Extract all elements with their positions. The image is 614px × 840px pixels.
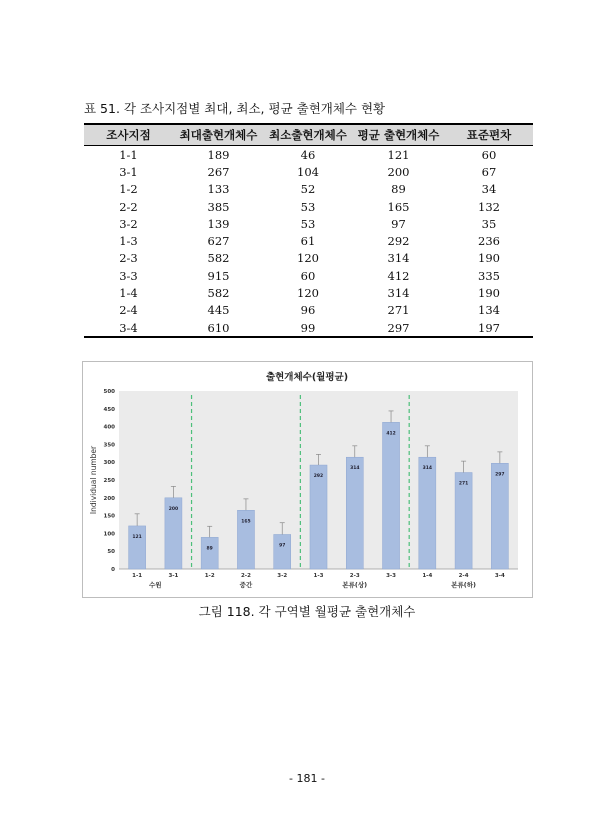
cell-avg: 271 — [387, 303, 410, 318]
cell-std: 132 — [478, 199, 500, 214]
cell-site: 3-4 — [84, 319, 173, 337]
y-tick-label: 0 — [111, 567, 115, 573]
y-tick-label: 500 — [103, 389, 115, 395]
table-row — [84, 232, 533, 249]
cell-site: 3-1 — [119, 164, 138, 179]
group-label: 본류(하) — [451, 581, 476, 589]
group-label: 수원 — [148, 581, 162, 589]
cell-max: 627 — [207, 234, 230, 249]
table-caption: 표 51. 각 조사지점별 최대, 최소, 평균 출현개체수 현황 — [84, 101, 386, 116]
cell-std: 190 — [478, 286, 500, 301]
table-row — [84, 181, 533, 198]
x-tick-label: 2-3 — [349, 573, 360, 579]
bar — [419, 457, 436, 569]
table-row — [84, 267, 533, 284]
bar — [491, 463, 508, 569]
header-min: 최소출현개체수 — [264, 124, 352, 146]
cell-avg: 292 — [387, 234, 410, 249]
y-tick-label: 300 — [103, 460, 115, 467]
y-tick-label: 100 — [103, 531, 115, 538]
cell-site: 2-3 — [119, 251, 138, 266]
cell-min: 99 — [264, 319, 352, 337]
bar — [129, 526, 146, 569]
cell-max: 133 — [207, 182, 230, 197]
bar — [383, 422, 400, 569]
chart-svg — [83, 362, 532, 597]
cell-max: 445 — [207, 303, 230, 318]
header-max: 최대출현개체수 — [173, 124, 264, 146]
figure-caption: 그림 118. 각 구역별 월평균 출현개체수 — [198, 604, 416, 619]
cell-min: 52 — [300, 182, 316, 197]
bar — [346, 457, 363, 569]
cell-avg: 297 — [352, 319, 445, 337]
cell-avg: 200 — [387, 164, 410, 179]
chart-title: 출현개체수(월평균) — [265, 372, 349, 383]
cell-avg: 165 — [387, 199, 410, 214]
cell-std: 236 — [478, 234, 500, 249]
x-tick-label: 2-4 — [458, 573, 469, 579]
header-avg: 평균 출현개체수 — [352, 124, 445, 146]
y-tick-label: 350 — [103, 442, 115, 449]
bar — [201, 537, 218, 569]
cell-site: 1-1 — [119, 147, 138, 162]
cell-site: 3-2 — [119, 216, 138, 231]
cell-max: 189 — [207, 147, 230, 162]
cell-std: 134 — [478, 303, 500, 318]
cell-max: 267 — [207, 164, 230, 179]
cell-avg: 314 — [387, 251, 410, 266]
cell-site: 1-2 — [119, 182, 138, 197]
y-tick-label: 150 — [103, 513, 115, 520]
cell-std: 35 — [481, 216, 497, 231]
y-tick-label: 200 — [103, 495, 115, 502]
cell-site: 2-4 — [119, 303, 138, 318]
cell-site: 2-2 — [119, 199, 138, 214]
data-label: 314 — [422, 466, 433, 472]
bar — [455, 473, 472, 569]
y-tick-label: 250 — [103, 478, 115, 484]
data-label: 165 — [241, 519, 251, 525]
cell-avg: 314 — [387, 286, 410, 301]
x-tick-label: 2-2 — [240, 573, 251, 579]
cell-site: 3-3 — [119, 268, 138, 283]
cell-std: 60 — [481, 147, 497, 162]
x-tick-label: 3-2 — [277, 573, 288, 579]
cell-avg: 121 — [387, 147, 410, 162]
group-label: 중간 — [239, 581, 253, 589]
data-label: 314 — [350, 466, 360, 472]
cell-min: 53 — [300, 199, 316, 214]
table-row — [84, 198, 533, 215]
page-number: - 181 - — [289, 772, 325, 785]
table-row — [84, 146, 533, 164]
table-header-row — [84, 124, 533, 146]
table-row — [84, 319, 533, 337]
cell-min: 60 — [300, 268, 316, 283]
header-site: 조사지점 — [84, 124, 173, 146]
y-axis-label: Individual number — [89, 445, 98, 515]
cell-max: 139 — [207, 216, 230, 231]
cell-min: 120 — [297, 286, 319, 301]
cell-min: 104 — [297, 164, 319, 179]
cell-min: 120 — [297, 251, 319, 266]
survey-table — [84, 123, 533, 338]
x-tick-label: 3-1 — [168, 573, 179, 579]
table-row — [84, 163, 533, 180]
y-tick-label: 50 — [107, 549, 115, 556]
cell-min: 61 — [300, 234, 316, 249]
cell-avg: 97 — [391, 216, 406, 231]
y-tick-label: 400 — [103, 424, 115, 431]
bar-chart — [82, 361, 533, 598]
table-row — [84, 284, 533, 301]
cell-std: 335 — [478, 268, 500, 283]
x-tick-label: 1-3 — [313, 573, 324, 579]
data-label: 121 — [132, 534, 142, 540]
x-tick-label: 1-1 — [132, 573, 143, 579]
bar — [274, 534, 291, 569]
data-label: 292 — [313, 474, 324, 480]
data-label: 89 — [206, 546, 213, 552]
data-label: 297 — [495, 472, 505, 478]
header-std: 표준편차 — [445, 124, 533, 146]
data-label: 412 — [386, 431, 396, 437]
cell-min: 96 — [300, 303, 316, 318]
cell-site: 1-4 — [119, 286, 138, 301]
x-tick-label: 1-4 — [422, 573, 433, 579]
cell-min: 53 — [300, 216, 316, 231]
cell-min: 46 — [300, 147, 316, 162]
bar — [310, 465, 327, 569]
cell-std: 190 — [478, 251, 500, 266]
cell-max: 610 — [173, 319, 264, 337]
table-row — [84, 250, 533, 267]
data-label: 200 — [168, 506, 179, 512]
cell-std: 67 — [481, 164, 497, 179]
table-row — [84, 302, 533, 319]
cell-std: 197 — [445, 319, 533, 337]
cell-max: 582 — [207, 286, 230, 301]
data-label: 271 — [458, 481, 469, 487]
table-row — [84, 215, 533, 232]
y-tick-label: 450 — [103, 406, 115, 413]
cell-avg: 89 — [391, 182, 406, 197]
data-label: 97 — [279, 543, 286, 549]
x-tick-label: 1-2 — [204, 573, 215, 579]
cell-max: 385 — [207, 199, 230, 214]
x-tick-label: 3-4 — [494, 573, 505, 579]
group-label: 본류(상) — [342, 581, 368, 589]
cell-max: 582 — [207, 251, 230, 266]
cell-max: 915 — [207, 268, 230, 283]
x-tick-label: 3-3 — [386, 573, 397, 579]
cell-site: 1-3 — [119, 234, 138, 249]
cell-avg: 412 — [387, 268, 410, 283]
cell-std: 34 — [481, 182, 497, 197]
